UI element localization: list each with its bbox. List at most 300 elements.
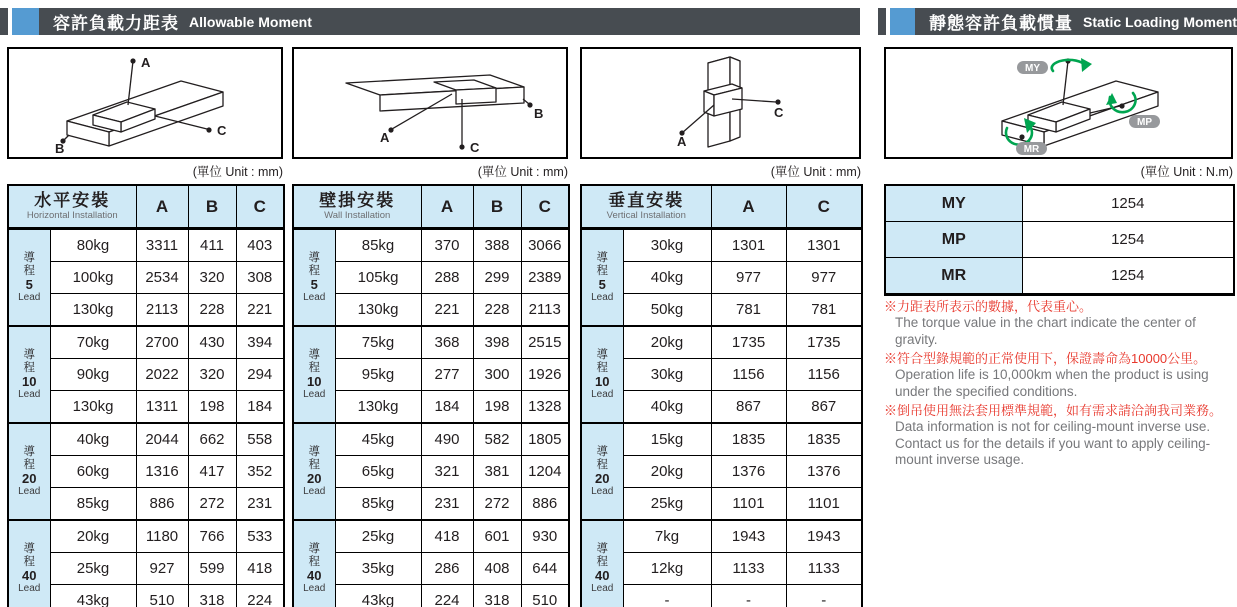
lead-zh-char: 導	[596, 542, 608, 555]
header-title-en: Allowable Moment	[189, 13, 312, 30]
lead-cell	[8, 520, 50, 607]
mp-badge	[1129, 115, 1160, 128]
cell-b: 582	[473, 423, 521, 456]
cell-a: 1735	[711, 326, 786, 359]
cell-load: 30kg	[623, 229, 711, 262]
header-title-zh: 靜態容許負載慣量	[929, 14, 1073, 33]
cell-load: -	[623, 585, 711, 607]
my-badge	[1017, 61, 1048, 74]
note-text-en: Data information is not for ceiling-mount inverse use. Contact us for the details if you want to apply ceiling-mount inverse usage.	[895, 419, 1211, 468]
cell-load: 20kg	[623, 456, 711, 488]
cell-b: 388	[473, 229, 521, 262]
data-row	[8, 326, 284, 359]
cell-a: 370	[421, 229, 473, 262]
header-stub	[0, 8, 8, 35]
table-title-zh: 垂直安裝	[608, 191, 685, 211]
header-row	[8, 185, 284, 229]
lead-cell	[581, 423, 623, 520]
table-wrap-static	[884, 184, 1233, 296]
lead-zh-char: 導	[23, 445, 35, 458]
cell-c: 2515	[521, 326, 569, 359]
cell-b: 599	[188, 553, 236, 585]
cell-a: 1835	[711, 423, 786, 456]
cell-a: 1301	[711, 229, 786, 262]
cell-load: 80kg	[50, 229, 136, 262]
lead-en-label: Lead	[303, 389, 326, 401]
cell-load: 15kg	[623, 423, 711, 456]
data-row	[293, 520, 569, 553]
column-header-b: B	[188, 185, 236, 229]
data-row	[581, 423, 862, 456]
lead-zh-char: 程	[23, 458, 35, 471]
data-row	[581, 326, 862, 359]
header-stub	[878, 8, 886, 35]
lead-cell	[293, 326, 335, 423]
lead-zh-char: 程	[308, 458, 320, 471]
lead-en-label: Lead	[18, 486, 41, 498]
data-row	[293, 391, 569, 424]
cell-b: 272	[188, 488, 236, 521]
cell-load: 25kg	[50, 553, 136, 585]
header-bar	[915, 8, 1237, 35]
cell-load: 12kg	[623, 553, 711, 585]
cell-b: 318	[473, 585, 521, 607]
column-header-b: B	[473, 185, 521, 229]
lead-zh-char: 程	[596, 555, 608, 568]
cell-a: 2700	[136, 326, 188, 359]
data-row	[581, 391, 862, 424]
cell-c: 644	[521, 553, 569, 585]
cell-b: 320	[188, 359, 236, 391]
cell-load: 43kg	[335, 585, 421, 607]
table-title-zh: 水平安裝	[34, 191, 111, 211]
lead-number: 10	[22, 373, 37, 389]
lead-cell	[581, 326, 623, 423]
cell-load: 20kg	[623, 326, 711, 359]
mr-axis-dot	[1019, 134, 1024, 139]
header-row	[581, 185, 862, 229]
static-label: MP	[885, 222, 1022, 258]
cell-a: 368	[421, 326, 473, 359]
lead-zh-char: 導	[308, 445, 320, 458]
cell-a: 2044	[136, 423, 188, 456]
data-row	[8, 229, 284, 262]
lead-en-label: Lead	[18, 389, 41, 401]
table-title-zh: 壁掛安裝	[319, 191, 396, 211]
cell-a: 2113	[136, 294, 188, 327]
point-b-dot	[527, 102, 532, 107]
static-row	[885, 258, 1234, 295]
lead-cell	[8, 229, 50, 327]
table-wall-installation	[292, 184, 570, 607]
vertical-actuator-drawing	[582, 49, 859, 157]
lead-number: 40	[22, 567, 37, 583]
data-row	[8, 585, 284, 607]
lead-zh-char: 導	[596, 445, 608, 458]
cell-b: 417	[188, 456, 236, 488]
static-label: MR	[885, 258, 1022, 295]
diagram-wall-installation	[292, 47, 568, 159]
lead-en-label: Lead	[591, 389, 614, 401]
cell-c: 977	[786, 262, 862, 294]
table-horizontal-installation	[7, 184, 285, 607]
lead-number: 40	[307, 567, 322, 583]
cell-c: 558	[236, 423, 284, 456]
axis-label-c: C	[774, 105, 784, 120]
cell-load: 130kg	[50, 294, 136, 327]
cell-load: 25kg	[623, 488, 711, 521]
lead-zh-char: 程	[23, 555, 35, 568]
mr-badge	[1016, 142, 1047, 155]
cell-a: 418	[421, 520, 473, 553]
lead-zh-char: 導	[596, 348, 608, 361]
section-header-allowable-moment	[0, 8, 860, 35]
note-item	[884, 350, 1236, 400]
cell-c: 294	[236, 359, 284, 391]
cell-load: 65kg	[335, 456, 421, 488]
cell-b: 198	[188, 391, 236, 424]
cell-a: 1316	[136, 456, 188, 488]
cell-load: 85kg	[335, 229, 421, 262]
cell-load: 30kg	[623, 359, 711, 391]
lead-number: 10	[595, 373, 610, 389]
cell-c: 418	[236, 553, 284, 585]
cell-load: 85kg	[335, 488, 421, 521]
data-row	[293, 553, 569, 585]
lead-zh-char: 程	[308, 555, 320, 568]
cell-c: 1328	[521, 391, 569, 424]
lead-zh-char: 導	[308, 348, 320, 361]
cell-c: 221	[236, 294, 284, 327]
unit-label-mm-3: (單位 Unit : mm)	[770, 165, 861, 179]
cell-c: 510	[521, 585, 569, 607]
lead-number: 20	[595, 470, 610, 486]
header-accent-square	[890, 8, 915, 35]
cell-load: 105kg	[335, 262, 421, 294]
lead-zh-char: 導	[23, 542, 35, 555]
cell-c: 930	[521, 520, 569, 553]
cell-c: 781	[786, 294, 862, 327]
diagram-vertical-installation	[580, 47, 861, 159]
cell-load: 35kg	[335, 553, 421, 585]
cell-b: 430	[188, 326, 236, 359]
cell-c: 533	[236, 520, 284, 553]
axis-label-c: C	[217, 123, 227, 138]
header-accent-square	[12, 8, 39, 35]
table-title-en: Horizontal Installation	[26, 209, 118, 221]
cell-c: 394	[236, 326, 284, 359]
cell-b: 662	[188, 423, 236, 456]
table-wrap-wall	[292, 184, 568, 607]
data-row	[8, 359, 284, 391]
cell-b: 299	[473, 262, 521, 294]
cell-a: 2022	[136, 359, 188, 391]
rotation-arrow-my	[1052, 58, 1092, 72]
data-row	[581, 359, 862, 391]
lead-en-label: Lead	[303, 292, 326, 304]
lead-zh-char: 程	[596, 361, 608, 374]
data-row	[8, 423, 284, 456]
table-title-en: Wall Installation	[324, 209, 391, 221]
actuator-body	[1002, 81, 1158, 146]
note-text-zh: ※符合型錄規範的正常使用下，保證壽命為10000公里。	[884, 351, 1207, 367]
cell-c: 1943	[786, 520, 862, 553]
lead-en-label: Lead	[303, 486, 326, 498]
lead-zh-char: 導	[23, 348, 35, 361]
cell-c: 308	[236, 262, 284, 294]
static-row	[885, 222, 1234, 258]
static-row	[885, 185, 1234, 222]
cell-a: 184	[421, 391, 473, 424]
cell-a: -	[711, 585, 786, 607]
data-row	[581, 488, 862, 521]
cell-c: 3066	[521, 229, 569, 262]
note-text-en: The torque value in the chart indicate the center of gravity.	[895, 315, 1196, 347]
cell-a: 781	[711, 294, 786, 327]
lead-number: 5	[310, 276, 318, 292]
cell-a: 1101	[711, 488, 786, 521]
cell-c: 1301	[786, 229, 862, 262]
table-title	[581, 185, 711, 229]
data-row	[581, 520, 862, 553]
moment-label-my: MY	[1025, 63, 1040, 74]
axis-label-a: A	[677, 134, 687, 149]
point-c-dot	[459, 144, 464, 149]
lead-number: 20	[307, 470, 322, 486]
cell-b: 320	[188, 262, 236, 294]
header-row	[293, 185, 569, 229]
cell-c: 867	[786, 391, 862, 424]
static-value: 1254	[1022, 222, 1234, 258]
note-text-zh: ※倒吊使用無法套用標準規範，如有需求請洽詢我司業務。	[884, 403, 1223, 419]
lead-number: 10	[307, 373, 322, 389]
cell-a: 224	[421, 585, 473, 607]
lead-zh-char: 程	[23, 361, 35, 374]
static-value: 1254	[1022, 185, 1234, 222]
cell-c: 231	[236, 488, 284, 521]
cell-c: 1376	[786, 456, 862, 488]
cell-a: 977	[711, 262, 786, 294]
point-c-dot	[775, 99, 780, 104]
note-item	[884, 298, 1236, 348]
cell-c: 1835	[786, 423, 862, 456]
actuator-body	[346, 75, 524, 111]
table-title	[8, 185, 136, 229]
cell-c: 2113	[521, 294, 569, 327]
cell-c: 224	[236, 585, 284, 607]
data-row	[581, 229, 862, 262]
lead-zh-char: 導	[308, 542, 320, 555]
cell-a: 490	[421, 423, 473, 456]
note-item	[884, 402, 1236, 469]
lead-en-label: Lead	[591, 583, 614, 595]
cell-b: 411	[188, 229, 236, 262]
table-title	[293, 185, 421, 229]
cell-a: 221	[421, 294, 473, 327]
cell-load: 85kg	[50, 488, 136, 521]
cell-a: 886	[136, 488, 188, 521]
lead-cell	[8, 326, 50, 423]
data-row	[293, 488, 569, 521]
cell-a: 1180	[136, 520, 188, 553]
cell-c: 403	[236, 229, 284, 262]
cell-b: 228	[473, 294, 521, 327]
horizontal-actuator-drawing	[9, 49, 281, 157]
lead-en-label: Lead	[591, 292, 614, 304]
column-header-c: C	[521, 185, 569, 229]
cell-c: 184	[236, 391, 284, 424]
lead-cell	[581, 229, 623, 327]
cell-c: 1156	[786, 359, 862, 391]
table-wrap-horizontal	[7, 184, 283, 607]
cell-load: 100kg	[50, 262, 136, 294]
lead-zh-char: 程	[23, 264, 35, 277]
diagram-horizontal-installation	[7, 47, 283, 159]
lead-en-label: Lead	[591, 486, 614, 498]
lead-zh-char: 程	[308, 361, 320, 374]
cell-c: 886	[521, 488, 569, 521]
cell-a: 3311	[136, 229, 188, 262]
cell-b: 766	[188, 520, 236, 553]
cell-b: 272	[473, 488, 521, 521]
header-bar	[39, 8, 860, 35]
cell-load: 40kg	[623, 262, 711, 294]
lead-cell	[581, 520, 623, 607]
column-header-c: C	[786, 185, 862, 229]
notes-list	[884, 298, 1236, 471]
data-row	[581, 456, 862, 488]
lead-zh-char: 程	[596, 264, 608, 277]
actuator-body	[704, 57, 742, 147]
column-header-c: C	[236, 185, 284, 229]
lead-cell	[293, 520, 335, 607]
cell-load: 50kg	[623, 294, 711, 327]
cell-load: 40kg	[623, 391, 711, 424]
lead-number: 40	[595, 567, 610, 583]
data-row	[293, 359, 569, 391]
data-row	[8, 553, 284, 585]
wall-actuator-drawing	[294, 49, 566, 157]
data-row	[581, 262, 862, 294]
cell-load: 130kg	[50, 391, 136, 424]
cell-c: 352	[236, 456, 284, 488]
cell-a: 288	[421, 262, 473, 294]
lead-number: 20	[22, 470, 37, 486]
cell-c: -	[786, 585, 862, 607]
data-row	[8, 488, 284, 521]
lead-zh-char: 導	[596, 251, 608, 264]
data-row	[8, 456, 284, 488]
lead-zh-char: 程	[596, 458, 608, 471]
data-row	[8, 294, 284, 327]
point-c-dot	[206, 127, 211, 132]
cell-b: 398	[473, 326, 521, 359]
cell-b: 408	[473, 553, 521, 585]
cell-load: 95kg	[335, 359, 421, 391]
cell-load: 130kg	[335, 294, 421, 327]
static-value: 1254	[1022, 258, 1234, 295]
cell-c: 1926	[521, 359, 569, 391]
cell-c: 2389	[521, 262, 569, 294]
column-header-a: A	[711, 185, 786, 229]
static-label: MY	[885, 185, 1022, 222]
data-row	[293, 326, 569, 359]
cell-load: 7kg	[623, 520, 711, 553]
data-row	[293, 229, 569, 262]
cell-load: 60kg	[50, 456, 136, 488]
cell-a: 321	[421, 456, 473, 488]
cell-a: 867	[711, 391, 786, 424]
cell-a: 510	[136, 585, 188, 607]
cell-a: 1376	[711, 456, 786, 488]
cell-a: 927	[136, 553, 188, 585]
data-row	[8, 391, 284, 424]
lead-cell	[8, 423, 50, 520]
cell-a: 1311	[136, 391, 188, 424]
cell-load: 75kg	[335, 326, 421, 359]
cell-b: 300	[473, 359, 521, 391]
cell-a: 1943	[711, 520, 786, 553]
moment-label-mp: MP	[1137, 117, 1152, 128]
moment-axes-drawing	[886, 49, 1231, 157]
data-row	[8, 262, 284, 294]
cell-load: 20kg	[50, 520, 136, 553]
column-header-a: A	[421, 185, 473, 229]
cell-c: 1101	[786, 488, 862, 521]
column-header-a: A	[136, 185, 188, 229]
point-a-dot	[130, 58, 135, 63]
data-row	[293, 456, 569, 488]
cell-b: 381	[473, 456, 521, 488]
lead-en-label: Lead	[18, 292, 41, 304]
lead-zh-char: 導	[23, 251, 35, 264]
data-row	[293, 262, 569, 294]
data-row	[581, 294, 862, 327]
unit-label-nm: (單位 Unit : N.m)	[1140, 165, 1233, 179]
table-title-en: Vertical Installation	[606, 209, 686, 221]
axis-label-b: B	[534, 106, 544, 121]
cell-a: 277	[421, 359, 473, 391]
data-row	[581, 585, 862, 607]
cell-load: 25kg	[335, 520, 421, 553]
diagram-static-loading-moment	[884, 47, 1233, 159]
cell-a: 1133	[711, 553, 786, 585]
header-title-en: Static Loading Moment	[1083, 13, 1237, 30]
cell-a: 1156	[711, 359, 786, 391]
table-static-loading-moment	[884, 184, 1235, 296]
data-row	[581, 553, 862, 585]
lead-en-label: Lead	[303, 583, 326, 595]
axis-label-b: B	[55, 141, 65, 156]
header-title-zh: 容許負載力距表	[53, 14, 179, 33]
cell-load: 43kg	[50, 585, 136, 607]
data-row	[293, 294, 569, 327]
lead-cell	[293, 423, 335, 520]
cell-c: 1735	[786, 326, 862, 359]
unit-label-mm-2: (單位 Unit : mm)	[477, 165, 568, 179]
data-row	[293, 585, 569, 607]
axis-label-a: A	[380, 130, 390, 145]
cell-a: 286	[421, 553, 473, 585]
section-header-static-loading	[878, 8, 1237, 35]
axis-label-a: A	[141, 55, 151, 70]
lead-en-label: Lead	[18, 583, 41, 595]
cell-a: 231	[421, 488, 473, 521]
data-row	[293, 423, 569, 456]
lead-zh-char: 導	[308, 251, 320, 264]
lead-number: 5	[25, 276, 33, 292]
cell-b: 198	[473, 391, 521, 424]
